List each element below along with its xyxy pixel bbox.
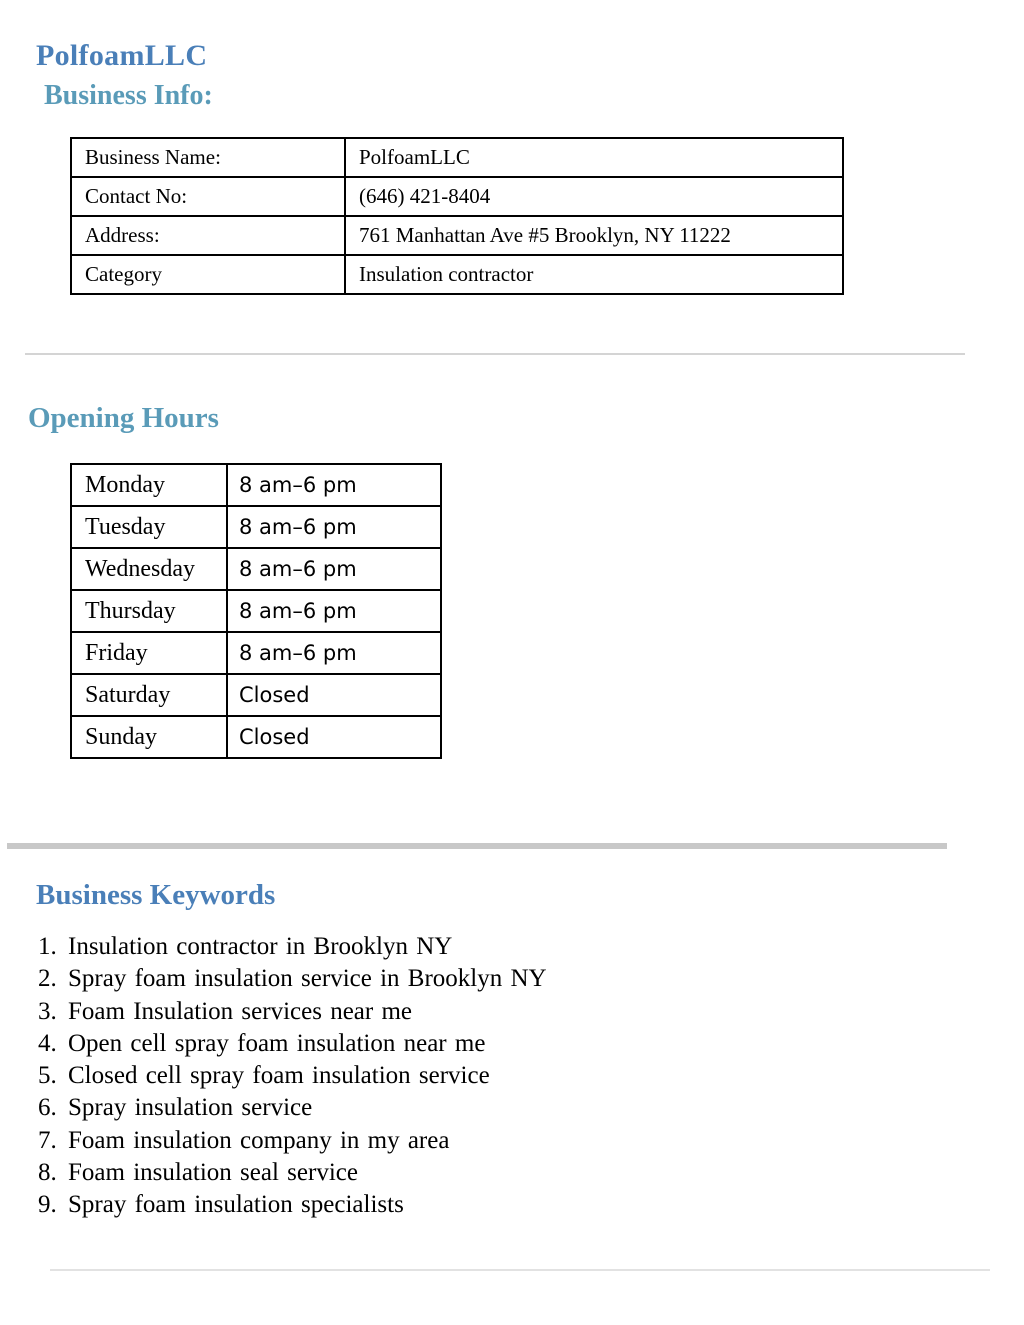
list-item-number: 1. bbox=[38, 933, 57, 960]
hours-sunday: Closed bbox=[227, 716, 441, 758]
list-item bbox=[38, 1189, 547, 1221]
table-row bbox=[71, 138, 843, 177]
hours-monday: 8 am–6 pm bbox=[227, 464, 441, 506]
info-label-contact: Contact No: bbox=[71, 177, 345, 216]
divider bbox=[50, 1269, 990, 1271]
hours-friday: 8 am–6 pm bbox=[227, 632, 441, 674]
table-row bbox=[71, 716, 441, 758]
list-item bbox=[38, 1157, 547, 1189]
divider bbox=[7, 843, 947, 849]
hours-thursday: 8 am–6 pm bbox=[227, 590, 441, 632]
list-item-text: Insulation contractor in Brooklyn NY bbox=[68, 933, 453, 960]
opening-hours-title: Opening Hours bbox=[28, 402, 219, 434]
list-item-text: Closed cell spray foam insulation service bbox=[68, 1062, 490, 1090]
info-label-category: Category bbox=[71, 255, 345, 294]
day-monday: Monday bbox=[71, 464, 227, 506]
table-row bbox=[71, 216, 843, 255]
table-row bbox=[71, 548, 441, 590]
list-item-text: Spray foam insulation service in Brooklyn NY bbox=[68, 965, 547, 993]
opening-hours-table bbox=[70, 463, 442, 759]
list-item-number: 6. bbox=[38, 1094, 57, 1122]
day-wednesday: Wednesday bbox=[71, 548, 227, 590]
list-item-text: Open cell spray foam insulation near me bbox=[68, 1029, 486, 1057]
list-item-number: 8. bbox=[38, 1159, 57, 1187]
day-thursday: Thursday bbox=[71, 590, 227, 632]
info-value-contact: (646) 421-8404 bbox=[345, 177, 843, 216]
info-label-address: Address: bbox=[71, 216, 345, 255]
day-sunday: Sunday bbox=[71, 716, 227, 758]
list-item-number: 3. bbox=[38, 997, 57, 1025]
info-value-business-name: PolfoamLLC bbox=[345, 138, 843, 177]
list-item bbox=[38, 1060, 547, 1092]
list-item bbox=[38, 931, 547, 963]
table-row bbox=[71, 590, 441, 632]
list-item bbox=[38, 1125, 547, 1157]
day-tuesday: Tuesday bbox=[71, 506, 227, 548]
table-row bbox=[71, 674, 441, 716]
day-saturday: Saturday bbox=[71, 674, 227, 716]
hours-saturday: Closed bbox=[227, 674, 441, 716]
divider bbox=[25, 353, 965, 355]
list-item bbox=[38, 963, 547, 995]
list-item-text: Spray foam insulation specialists bbox=[68, 1191, 404, 1219]
table-row bbox=[71, 632, 441, 674]
list-item-number: 7. bbox=[38, 1126, 57, 1154]
business-keywords-title: Business Keywords bbox=[36, 879, 276, 911]
info-value-address: 761 Manhattan Ave #5 Brooklyn, NY 11222 bbox=[345, 216, 843, 255]
info-value-category: Insulation contractor bbox=[345, 255, 843, 294]
list-item bbox=[38, 1028, 547, 1060]
hours-wednesday: 8 am–6 pm bbox=[227, 548, 441, 590]
table-row bbox=[71, 255, 843, 294]
list-item-text: Foam insulation seal service bbox=[68, 1159, 358, 1187]
day-friday: Friday bbox=[71, 632, 227, 674]
table-row bbox=[71, 506, 441, 548]
list-item-text: Spray insulation service bbox=[68, 1094, 313, 1122]
list-item-number: 5. bbox=[38, 1062, 57, 1090]
list-item-text: Foam insulation company in my area bbox=[68, 1126, 450, 1154]
list-item-text: Foam Insulation services near me bbox=[68, 997, 413, 1025]
company-name: PolfoamLLC bbox=[36, 39, 208, 72]
business-info-title: Business Info: bbox=[44, 80, 213, 111]
list-item-number: 9. bbox=[38, 1191, 57, 1219]
list-item-number: 2. bbox=[38, 965, 57, 993]
table-row bbox=[71, 464, 441, 506]
business-info-table bbox=[70, 137, 844, 295]
info-label-business-name: Business Name: bbox=[71, 138, 345, 177]
list-item bbox=[38, 1092, 547, 1124]
list-item bbox=[38, 996, 547, 1028]
table-row bbox=[71, 177, 843, 216]
list-item-number: 4. bbox=[38, 1029, 57, 1057]
keywords-list bbox=[38, 931, 547, 1222]
hours-tuesday: 8 am–6 pm bbox=[227, 506, 441, 548]
